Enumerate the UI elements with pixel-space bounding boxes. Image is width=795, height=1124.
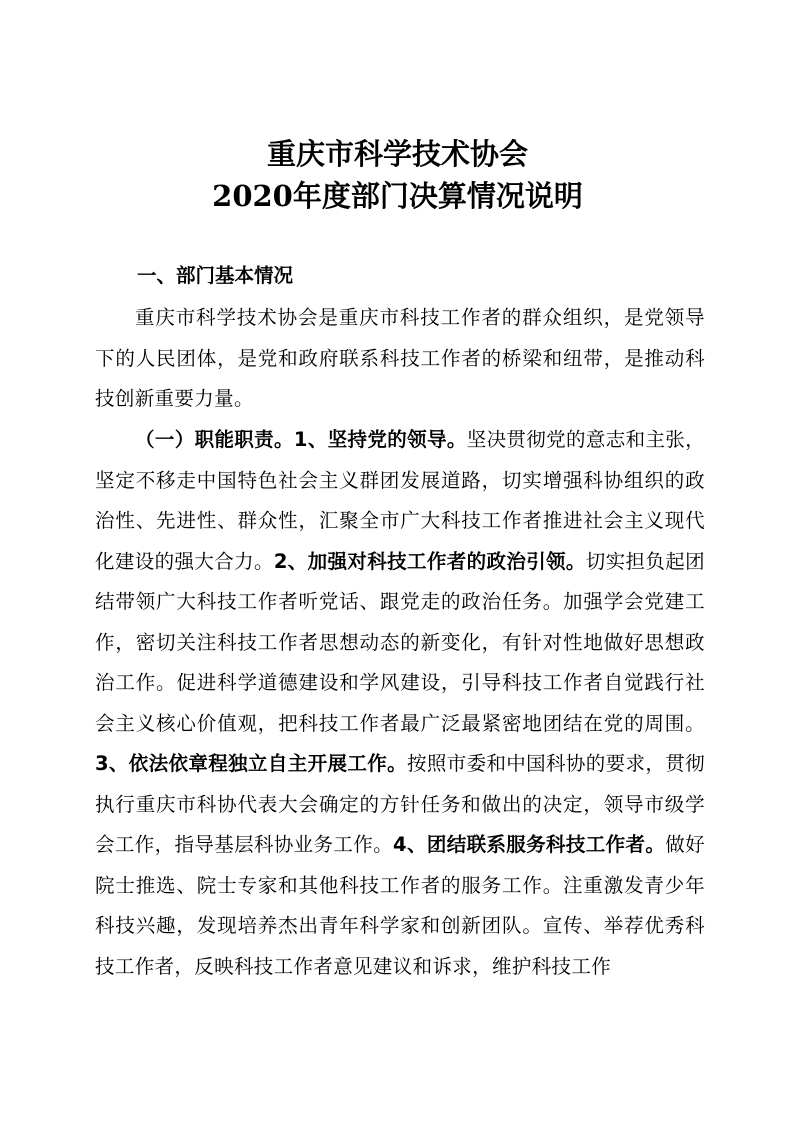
function-item4-title: 4、团结联系服务科技工作者。 bbox=[393, 833, 666, 856]
function-item2-text: 切实担负起团结带领广大科技工作者听党话、跟党走的政治任务。加强学会党建工作，密切关注科技工作者思想动态的新变化，有针对性地做好思想政治工作。促进科学道德建设和学风建设，引导科技工作者自觉践行社会主义核心价值观，把科技工作者最广泛最紧密地团结在党的周围。 bbox=[95, 549, 705, 735]
section-heading: 一、部门基本情况 bbox=[137, 264, 294, 287]
functions-paragraph bbox=[95, 420, 705, 987]
function-item3-text: 按照市委和中国科协的要求，贯彻执行重庆市科协代表大会确定的方针任务和做出的决定，领导市级学会工作，指导基层科协业务工作。 bbox=[95, 752, 705, 856]
document-title-line2: 2020年度部门决算情况说明 bbox=[212, 179, 583, 213]
function-item1-title: 1、坚持党的领导。 bbox=[293, 428, 467, 451]
function-item4-text: 做好院士推选、院士专家和其他科技工作者的服务工作。注重激发青少年科技兴趣，发现培养杰出青年科学家和创新团队。宣传、举荐优秀科技工作者，反映科技工作者意见建议和诉求，维护科技工作 bbox=[95, 833, 705, 978]
intro-paragraph: 重庆市科学技术协会是重庆市科技工作者的群众组织，是党领导下的人民团体，是党和政府联系科技工作者的桥梁和纽带，是推动科技创新重要力量。 bbox=[95, 306, 705, 410]
function-item3-title: 3、依法依章程独立自主开展工作。 bbox=[95, 752, 407, 775]
function-item2-title: 2、加强对科技工作者的政治引领。 bbox=[273, 549, 586, 573]
function-item1-text: 坚决贯彻党的意志和主张，坚定不移走中国特色社会主义群团发展道路，切实增强科协组织的政治性、先进性、群众性，汇聚全市广大科技工作者推进社会主义现代化建设的强大合力。 bbox=[95, 428, 706, 573]
document-title-line1: 重庆市科学技术协会 bbox=[266, 137, 528, 171]
functions-lead-label: （一）职能职责。 bbox=[135, 428, 294, 451]
